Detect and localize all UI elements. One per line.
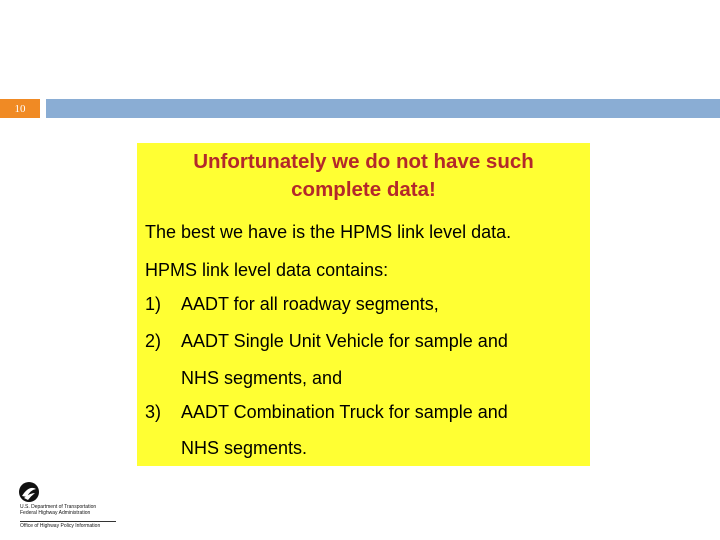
heading-line-1: Unfortunately we do not have such: [193, 150, 534, 173]
header-bar: [46, 99, 720, 118]
list-item-number: 3): [145, 402, 162, 422]
list-item-number: 1): [145, 294, 162, 314]
list-item-text: AADT for all roadway segments,: [181, 294, 439, 314]
heading-line-2: complete data!: [291, 178, 436, 201]
logo-text-office: Office of Highway Policy Information: [20, 523, 101, 529]
logo-text-dept: U.S. Department of Transportation: [20, 504, 97, 510]
dot-emblem-icon: [18, 481, 40, 503]
usdot-logo: [18, 481, 118, 529]
logo-divider: [20, 521, 116, 522]
paragraph-best-data: The best we have is the HPMS link level data.: [145, 222, 512, 242]
paragraph-hpms-contains: HPMS link level data contains:: [145, 260, 389, 280]
slide-heading: [137, 148, 590, 204]
list-item-text: AADT Combination Truck for sample and: [181, 402, 508, 422]
list-item-text-continued: NHS segments.: [181, 438, 308, 458]
slide-number: 10: [0, 99, 40, 118]
logo-text-fhwa: Federal Highway Administration: [20, 510, 91, 516]
list-item-number: 2): [145, 331, 162, 351]
list-item-text: AADT Single Unit Vehicle for sample and: [181, 331, 508, 351]
list-item-text-continued: NHS segments, and: [181, 368, 343, 388]
